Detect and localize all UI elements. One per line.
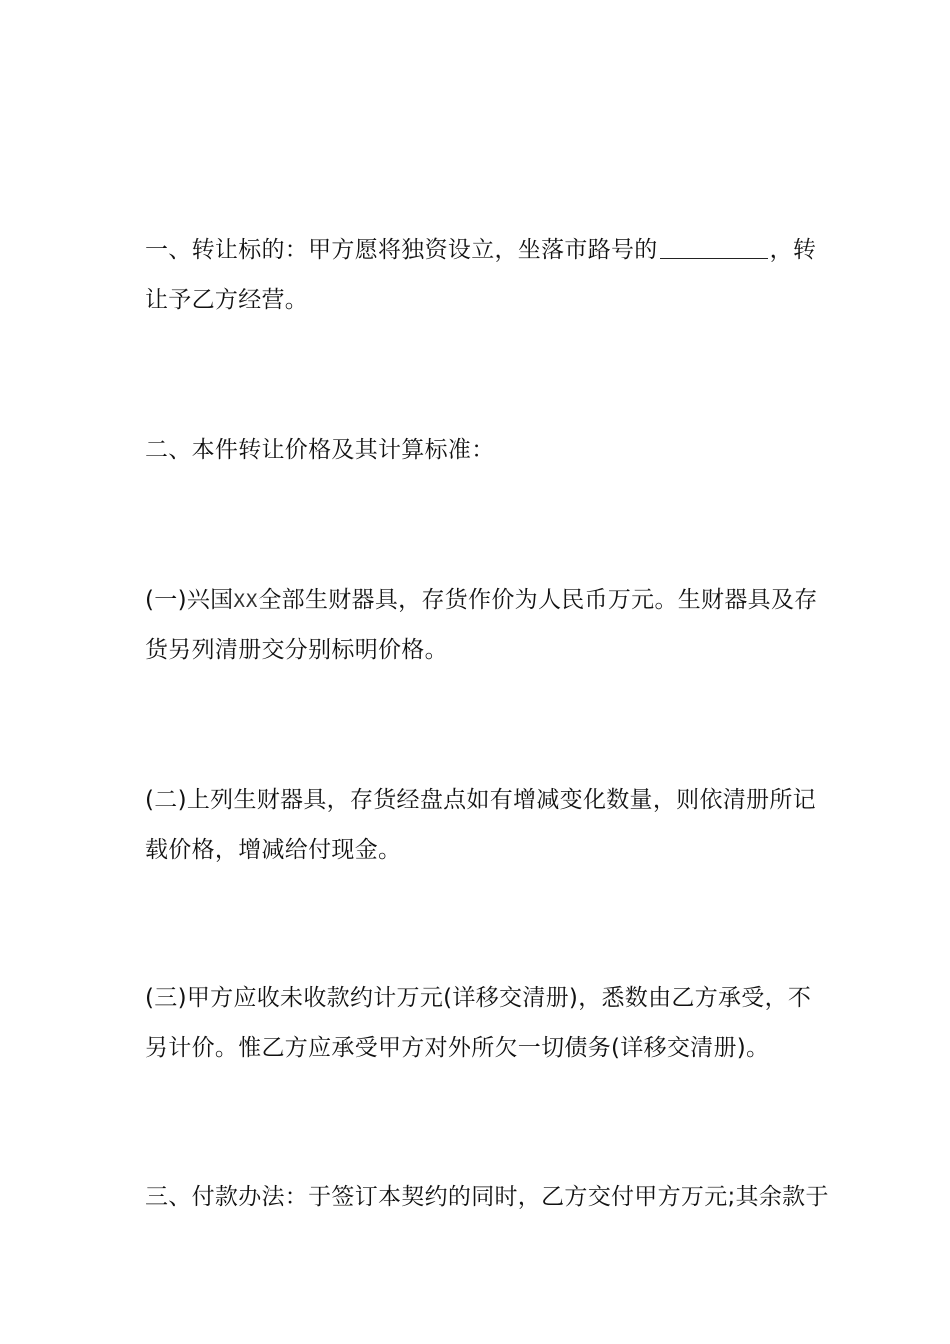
clause-text: 一、转让标的：甲方愿将独资设立，坐落市路号的 [145, 237, 658, 263]
clause-line [145, 575, 818, 625]
clause-transfer-subject [145, 225, 817, 325]
clause-text: 全部生财器具，存货作价为人民币万元。生财器具及存 [258, 587, 818, 613]
clause-line: 二、本件转让价格及其计算标准： [145, 437, 495, 463]
clause-line [145, 225, 817, 275]
clause-sub-3 [145, 973, 812, 1073]
clause-line: 货另列清册交分别标明价格。 [145, 637, 448, 663]
clause-line: 让予乙方经营。 [145, 287, 309, 313]
clause-sub-1 [145, 575, 818, 675]
clause-line: 另计价。惟乙方应承受甲方对外所欠一切债务(详移交清册)。 [145, 1035, 770, 1061]
fill-in-blank [660, 234, 768, 259]
clause-text: (一)兴国 [145, 587, 234, 613]
clause-price-standard [145, 425, 807, 475]
clause-line: 载价格，增减给付现金。 [145, 837, 402, 863]
clause-line: (三)甲方应收未收款约计万元(详移交清册)，悉数由乙方承受，不 [145, 985, 812, 1011]
placeholder-xx: XX [233, 590, 259, 612]
clause-text: ，转 [769, 237, 817, 263]
clause-payment [145, 1172, 829, 1222]
clause-sub-2 [145, 775, 816, 875]
clause-line: (二)上列生财器具，存货经盘点如有增减变化数量，则依清册所记 [145, 787, 816, 813]
clause-line: 三、付款办法：于签订本契约的同时，乙方交付甲方万元;其余款于 [145, 1184, 829, 1210]
